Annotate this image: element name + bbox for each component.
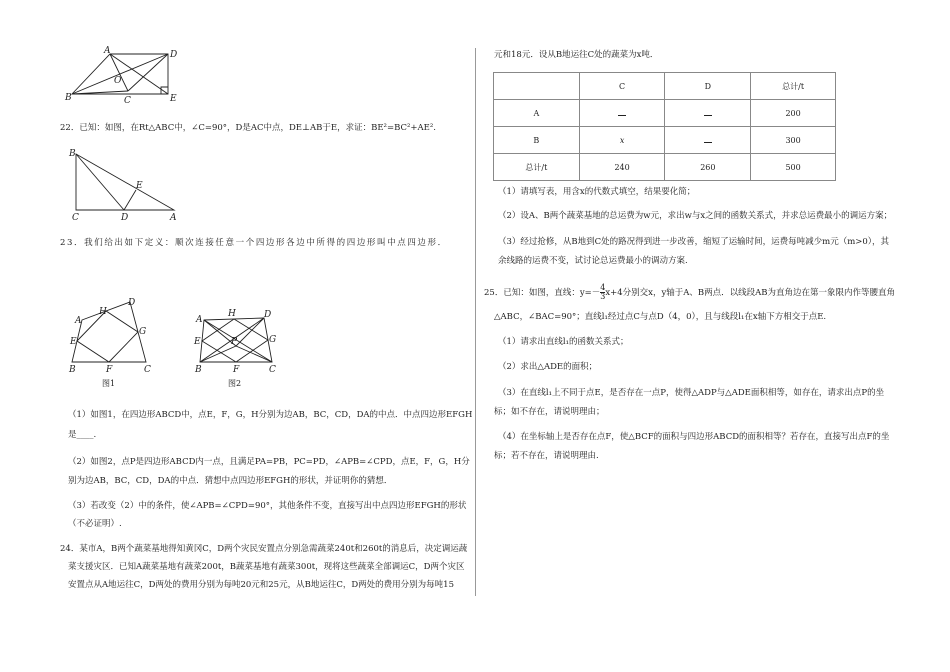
label-B: B <box>195 365 202 375</box>
table-cell-blank[interactable] <box>665 127 751 154</box>
label-D: D <box>121 213 129 223</box>
label-C: C <box>72 213 79 223</box>
table-cell: 总计/t <box>494 154 580 181</box>
label-H: H <box>228 309 236 319</box>
label-B: B <box>65 93 72 103</box>
figure-q22-triangle <box>66 150 186 222</box>
q23-part1-line2: 是____. <box>68 430 97 440</box>
label-B: B <box>69 149 76 159</box>
q25-part3-line1: （3）在直线l₁上不同于点E，是否存在一点P，使得△ADP与△ADE面积相等，如存在，请求出点P的坐 <box>498 388 885 398</box>
label-G: G <box>269 335 277 345</box>
label-A: A <box>75 316 82 326</box>
table-header-cell: D <box>665 73 751 100</box>
q25-part4-line1: （4）在坐标轴上是否存在点F，使△BCF的面积与四边形ABCD的面积相等？若存在，直接写出点F的坐 <box>498 432 890 442</box>
label-F: F <box>233 365 240 375</box>
label-E: E <box>136 181 143 191</box>
q23-part3-line1: （3）若改变（2）中的条件，使∠APB=∠CPD=90°，其他条件不变，直接写出中点四边形EFGH的形状 <box>68 501 467 511</box>
label-D: D <box>128 298 136 308</box>
q24-part2: （2）设A、B两个蔬菜基地的总运费为w元，求出w与x之间的函数关系式，并求总运费最小的调运方案； <box>498 211 893 221</box>
q25-line2: △ABC，∠BAC=90°；直线l₁经过点C与点D（4，0），且与线段l₁在x轴下方相交于点E. <box>494 312 827 322</box>
q24-part1: （1）请填写表，用含x的代数式填空，结果要化简； <box>498 187 696 197</box>
figure-q23-fig2 <box>194 306 284 391</box>
q24-part3-line2: 余线路的运费不变，试讨论总运费最小的调动方案. <box>498 256 688 266</box>
label-C: C <box>144 365 151 375</box>
table-cell-blank[interactable] <box>665 100 751 127</box>
table-cell: x <box>579 127 665 154</box>
label-D: D <box>170 50 178 60</box>
label-C: C <box>269 365 276 375</box>
caption-fig1: 图1 <box>102 379 116 388</box>
q25-part2: （2）求出△ADE的面积； <box>498 362 598 372</box>
label-H: H <box>99 307 107 317</box>
q23-part3-line2: （不必证明）. <box>68 519 122 529</box>
label-E: E <box>194 337 201 347</box>
label-G: G <box>139 327 147 337</box>
label-D: D <box>264 310 272 320</box>
q22-stem: 22．已知：如图，在Rt△ABC中，∠C=90°，D是AC中点，DE⊥AB于E，求证：BE²=BC²+AE². <box>60 123 436 133</box>
table-cell: 500 <box>751 154 836 181</box>
table-cell: 240 <box>579 154 665 181</box>
q25-part1: （1）请求出直线l₁的函数关系式； <box>498 337 629 347</box>
table-cell: 300 <box>751 127 836 154</box>
label-F: F <box>106 365 113 375</box>
fraction-4-3: $\frac{4}{3}$ <box>600 283 606 301</box>
label-E: E <box>70 337 77 347</box>
label-A: A <box>104 46 111 56</box>
q24-line3: 安置点从A地运往C，D两处的费用分别为每吨20元和25元，从B地运往C，D两处的费用分别为每吨15 <box>68 580 454 590</box>
column-divider <box>475 48 476 596</box>
q24-part3-line1: （3）经过抢修，从B地到C处的路况得到进一步改善，缩短了运输时间，运费每吨减少m元（m>0），其 <box>498 237 890 247</box>
label-B: B <box>69 365 76 375</box>
table-header-cell: C <box>579 73 665 100</box>
table-cell: 200 <box>751 100 836 127</box>
q23-part1-line1: （1）如图1，在四边形ABCD中，点E，F，G，H分别为边AB，BC，CD，DA的中点．中点四边形EFGH <box>68 410 473 420</box>
table-row <box>494 100 836 127</box>
caption-fig2: 图2 <box>228 379 242 388</box>
table-header-cell: 总计/t <box>751 73 836 100</box>
q25-part4-line2: 标；若不存在，请说明理由. <box>494 451 599 461</box>
q23-stem: 23．我们给出如下定义：顺次连接任意一个四边形各边中所得的四边形叫中点四边形． <box>60 238 448 248</box>
q25-line1-b: x+4分别交x，y轴于A、B两点．以线段AB为直角边在第一象限内作等腰直角 <box>605 288 896 298</box>
label-E: E <box>170 94 177 104</box>
transport-table <box>493 72 836 181</box>
q23-part2-line2: 别为边AB，BC，CD，DA的中点．猜想中点四边形EFGH的形状，并证明你的猜想． <box>68 476 393 486</box>
q24-line2: 菜支援灾区．已知A蔬菜基地有蔬菜200t，B蔬菜基地有蔬菜300t，现将这些蔬菜全部调运C，D两个灾区 <box>68 562 465 572</box>
q25-line1-a: 25．已知：如图，直线：y=－ <box>484 288 601 298</box>
table-header-cell <box>494 73 580 100</box>
label-C: C <box>124 96 131 106</box>
q25-part3-line2: 标；如不存在，请说明理由； <box>494 407 605 417</box>
table-row <box>494 127 836 154</box>
q25-line1 <box>484 284 895 301</box>
table-cell: A <box>494 100 580 127</box>
table-cell: 260 <box>665 154 751 181</box>
q24-line1: 24．某市A，B两个蔬菜基地得知黄冈C，D两个灾民安置点分别急需蔬菜240t和260t的消息后，决定调运蔬 <box>60 544 468 554</box>
table-header-row <box>494 73 836 100</box>
table-cell: B <box>494 127 580 154</box>
label-A: A <box>196 315 203 325</box>
q23-part2-line1: （2）如图2，点P是四边形ABCD内一点，且满足PA=PB，PC=PD，∠APB=∠CPD，点E，F，G，H分 <box>68 457 470 467</box>
table-row <box>494 154 836 181</box>
figure-q23-fig1 <box>66 296 166 391</box>
q24-line4: 元和18元．设从B地运往C处的蔬菜为x吨． <box>494 50 659 60</box>
label-O: O <box>114 76 122 86</box>
label-A: A <box>170 213 177 223</box>
table-cell-blank[interactable] <box>579 100 665 127</box>
label-P: P <box>231 337 238 347</box>
figure-quadrilateral-top <box>60 48 190 106</box>
